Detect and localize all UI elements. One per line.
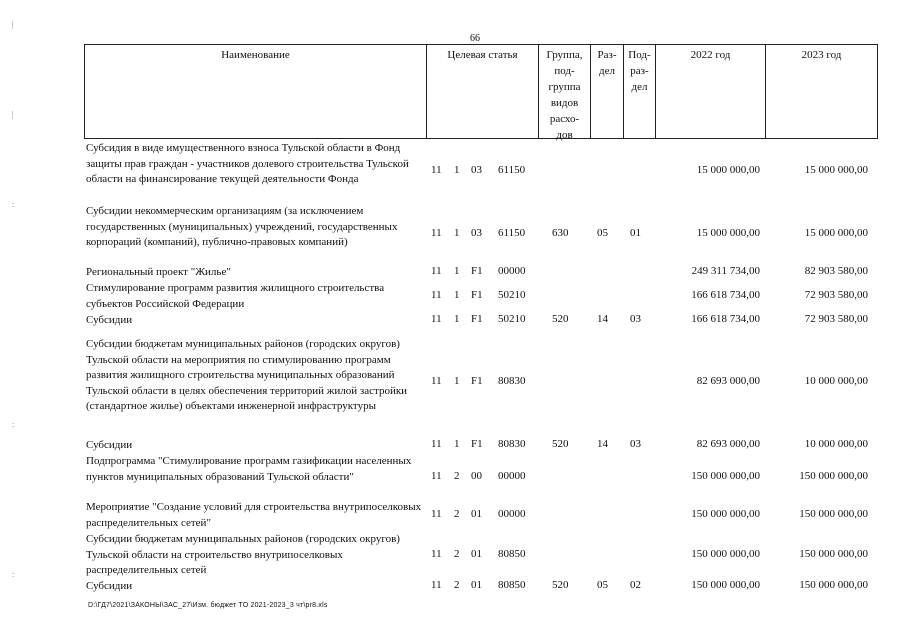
section-code: 05: [597, 579, 608, 591]
row-name: Мероприятие "Создание условий для строительства внутрипоселковых распределительных сетей": [86, 501, 422, 529]
subsection-code: 03: [630, 313, 641, 325]
amount-2023: 10 000 000,00: [804, 375, 868, 387]
header-year-2022-label: 2022 год: [690, 49, 731, 61]
code-direction: 80850: [498, 579, 526, 591]
code-subprogram: 1: [454, 227, 460, 239]
header-group: [539, 45, 591, 141]
header-subsection: [624, 45, 656, 138]
amount-2022: 166 618 734,00: [691, 289, 760, 301]
code-subprogram: 1: [454, 164, 460, 176]
header-year-2023-label: 2023 год: [801, 49, 842, 61]
header-subsection-line: дел: [631, 81, 648, 93]
header-target-article-label: Целевая статья: [447, 49, 518, 61]
section-code: 14: [597, 438, 608, 450]
header-group-line: расхо-: [549, 113, 580, 125]
scan-mark: :: [12, 420, 15, 429]
subsection-code: 01: [630, 227, 641, 239]
code-subprogram: 1: [454, 289, 460, 301]
file-path-footer: D:\ГД7\2021\ЗАКОНЫ\ЗАС_27\Изм. бюджет ТО 2021-2023_3 чт\pr8.xls: [88, 602, 328, 609]
code-subprogram: 1: [454, 438, 460, 450]
table-row: [86, 500, 876, 531]
code-event: 03: [471, 227, 482, 239]
row-name: Субсидии бюджетам муниципальных районов (городских округов) Тульской области на мероприятия по стимулированию программ развития жилищного строительства муниципальных образований Тульской области в целях обеспечения территорий жилой застройки (стандартное жилье) объектами инженерной инфраструктуры: [86, 338, 408, 412]
header-group-line: дов: [556, 129, 573, 141]
section-code: 05: [597, 227, 608, 239]
code-direction: 00000: [498, 470, 526, 482]
table-row: [86, 265, 876, 281]
scan-mark: |: [12, 20, 14, 29]
scan-mark: |: [12, 110, 14, 119]
code-subprogram: 1: [454, 313, 460, 325]
table-row: [86, 579, 876, 595]
code-program: 11: [431, 579, 442, 591]
code-subprogram: 2: [454, 508, 460, 520]
table-row: [86, 454, 876, 501]
row-name: Субсидии: [86, 439, 133, 451]
amount-2023: 15 000 000,00: [804, 164, 868, 176]
header-group-line: Группа,: [546, 49, 583, 61]
table-row: [86, 438, 876, 454]
code-subprogram: 2: [454, 470, 460, 482]
code-event: 01: [471, 508, 482, 520]
header-year-2023: [766, 45, 877, 138]
group-code: 520: [552, 438, 569, 450]
amount-2022: 150 000 000,00: [691, 579, 760, 591]
amount-2023: 150 000 000,00: [799, 579, 868, 591]
header-target-article: [427, 45, 539, 138]
row-name: Субсидии: [86, 580, 133, 592]
table-row: [86, 313, 876, 329]
group-code: 520: [552, 313, 569, 325]
code-program: 11: [431, 508, 442, 520]
header-group-line: видов: [550, 97, 579, 109]
table-row: [86, 532, 876, 579]
group-code: 630: [552, 227, 569, 239]
code-subprogram: 1: [454, 375, 460, 387]
amount-2022: 166 618 734,00: [691, 313, 760, 325]
code-subprogram: 1: [454, 265, 460, 277]
code-program: 11: [431, 438, 442, 450]
row-name: Подпрограмма "Стимулирование программ газификации населенных пунктов муниципальных образований Тульской области": [86, 455, 412, 483]
amount-2022: 15 000 000,00: [696, 164, 760, 176]
code-program: 11: [431, 548, 442, 560]
code-event: 01: [471, 579, 482, 591]
code-event: F1: [471, 438, 483, 450]
header-subsection-line: раз-: [630, 65, 649, 77]
subsection-code: 02: [630, 579, 641, 591]
header-group-line: под-: [554, 65, 575, 77]
code-program: 11: [431, 164, 442, 176]
amount-2023: 15 000 000,00: [804, 227, 868, 239]
row-name: Субсидии некоммерческим организациям (за исключением государственных (муниципальных) учреждений, государственных корпораций (компаний), публично-правовых компаний): [86, 205, 398, 248]
scan-mark: :: [12, 570, 15, 579]
code-direction: 80830: [498, 438, 526, 450]
header-name: [85, 45, 427, 138]
section-code: 14: [597, 313, 608, 325]
amount-2022: 82 693 000,00: [696, 375, 760, 387]
code-subprogram: 2: [454, 579, 460, 591]
amount-2023: 150 000 000,00: [799, 508, 868, 520]
code-event: F1: [471, 375, 483, 387]
code-event: F1: [471, 265, 483, 277]
row-name: Субсидии бюджетам муниципальных районов (городских округов) Тульской области на строительство внутрипоселковых распределительных сетей: [86, 533, 400, 576]
page-number: 66: [470, 33, 480, 44]
code-program: 11: [431, 227, 442, 239]
amount-2022: 15 000 000,00: [696, 227, 760, 239]
code-program: 11: [431, 313, 442, 325]
code-subprogram: 2: [454, 548, 460, 560]
code-direction: 50210: [498, 289, 526, 301]
amount-2023: 150 000 000,00: [799, 470, 868, 482]
code-direction: 80830: [498, 375, 526, 387]
amount-2023: 10 000 000,00: [804, 438, 868, 450]
group-code: 520: [552, 579, 569, 591]
amount-2023: 72 903 580,00: [804, 313, 868, 325]
subsection-code: 03: [630, 438, 641, 450]
table-header: [84, 44, 878, 139]
code-event: F1: [471, 289, 483, 301]
code-event: 01: [471, 548, 482, 560]
row-name: Региональный проект "Жилье": [86, 266, 231, 278]
code-program: 11: [431, 470, 442, 482]
code-program: 11: [431, 265, 442, 277]
code-direction: 00000: [498, 508, 526, 520]
row-name: Субсидии: [86, 314, 133, 326]
code-direction: 61150: [498, 164, 526, 176]
code-direction: 00000: [498, 265, 526, 277]
amount-2022: 82 693 000,00: [696, 438, 760, 450]
scan-mark: :: [12, 200, 15, 209]
table-row: [86, 204, 876, 266]
table-row: [86, 281, 876, 312]
amount-2023: 82 903 580,00: [804, 265, 868, 277]
code-direction: 61150: [498, 227, 526, 239]
amount-2023: 150 000 000,00: [799, 548, 868, 560]
amount-2023: 72 903 580,00: [804, 289, 868, 301]
code-event: 03: [471, 164, 482, 176]
row-name: Стимулирование программ развития жилищного строительства субъектов Российской Федерации: [86, 282, 385, 310]
code-program: 11: [431, 289, 442, 301]
amount-2022: 249 311 734,00: [691, 265, 760, 277]
header-section-line: дел: [599, 65, 615, 77]
table-row: [86, 141, 876, 203]
header-section-line: Раз-: [597, 49, 617, 61]
header-year-2022: [656, 45, 766, 138]
table-row: [86, 337, 876, 431]
header-subsection-line: Под-: [628, 49, 651, 61]
row-name: Субсидия в виде имущественного взноса Тульской области в Фонд защиты прав граждан - участников долевого строительства Тульской области на финансирование текущей деятельности Фонда: [86, 142, 409, 185]
amount-2022: 150 000 000,00: [691, 470, 760, 482]
code-program: 11: [431, 375, 442, 387]
header-name-label: Наименование: [221, 49, 290, 61]
amount-2022: 150 000 000,00: [691, 548, 760, 560]
header-section: [591, 45, 624, 138]
code-direction: 50210: [498, 313, 526, 325]
amount-2022: 150 000 000,00: [691, 508, 760, 520]
code-direction: 80850: [498, 548, 526, 560]
header-group-line: группа: [548, 81, 581, 93]
code-event: 00: [471, 470, 482, 482]
code-event: F1: [471, 313, 483, 325]
